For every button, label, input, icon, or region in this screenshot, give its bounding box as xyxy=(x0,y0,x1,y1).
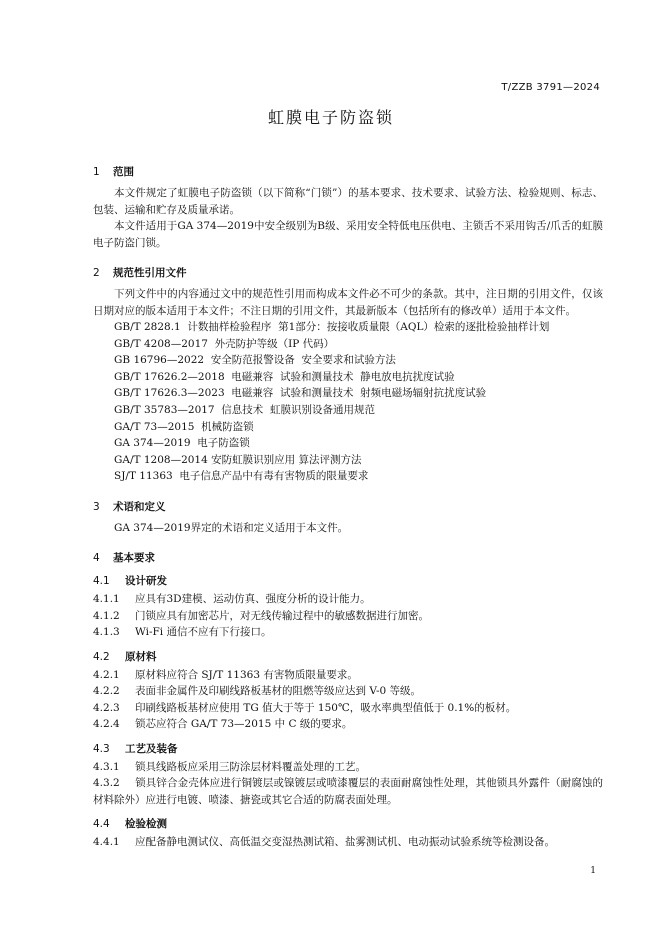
clause-text: Wi-Fi 通信不应有下行接口。 xyxy=(135,626,272,639)
document-number: T/ZZB 3791—2024 xyxy=(501,82,600,93)
clause-item xyxy=(93,591,603,608)
section-title: 规范性引用文件 xyxy=(113,267,187,279)
clause-number: 4.2.3 xyxy=(93,701,120,714)
clause-number: 4.4.1 xyxy=(93,836,120,849)
section-number: 3 xyxy=(93,500,100,513)
document-body xyxy=(93,150,603,851)
clause-text: 锁具锌合金壳体应进行铜镀层或镍镀层或喷漆覆层的表面耐腐蚀性处理，其他锁具外露件（耐腐蚀的材料除外）应进行电镀、喷漆、搪瓷或其它合适的防腐表面处理。 xyxy=(93,777,603,806)
clause-item xyxy=(93,667,603,684)
reference-item: GB/T 17626.3—2023 电磁兼容 试验和测量技术 射频电磁场辐射抗扰度试验 xyxy=(114,387,487,400)
subsection-heading-process xyxy=(93,741,603,756)
clause-text: 门锁应具有加密芯片，对无线传输过程中的敏感数据进行加密。 xyxy=(135,609,429,622)
section-heading-normative-references xyxy=(93,265,603,280)
section-number: 4 xyxy=(93,552,100,565)
clause-number: 4.3.2 xyxy=(93,777,120,790)
reference-item: GA/T 73—2015 机械防盗锁 xyxy=(114,420,254,433)
reference-item: GB/T 17626.2—2018 电磁兼容 试验和测量技术 静电放电抗扰度试验 xyxy=(114,370,455,383)
clause-item xyxy=(93,700,603,717)
reference-item: GB/T 35783—2017 信息技术 虹膜识别设备通用规范 xyxy=(114,403,375,416)
subsection-title: 设计研发 xyxy=(125,575,167,588)
clause-text: 锁芯应符合 GA/T 73—2015 中 C 级的要求。 xyxy=(135,718,353,731)
document-title: 虹膜电子防盗锁 xyxy=(267,108,394,127)
clause-text: 应配备静电测试仪、高低温交变湿热测试箱、盐雾测试机、电动振动试验系统等检测设备。 xyxy=(135,836,555,849)
clause-number: 4.1.3 xyxy=(93,626,120,639)
subsection-title: 检验检测 xyxy=(125,818,167,831)
subsection-number: 4.3 xyxy=(93,742,110,755)
clause-text: 印刷线路板基材应使用 TG 值大于等于 150℃，吸水率典型值低于 0.1%的板材。 xyxy=(135,701,517,714)
clause-number: 4.3.1 xyxy=(93,760,120,773)
reference-item: GB/T 4208—2017 外壳防护等级（IP 代码） xyxy=(114,337,335,350)
subsection-heading-design xyxy=(93,573,603,588)
paragraph: 下列文件中的内容通过文中的规范性引用而构成本文件必不可少的条款。其中，注日期的引用文件，仅该日期对应的版本适用于本文件；不注日期的引用文件，其最新版本（包括所有的修改单）适用于本文件。 xyxy=(93,288,603,317)
paragraph: 本文件适用于GA 374—2019中安全级别为B级、采用安全特低电压供电、主锁舌不采用钩舌/爪舌的虹膜电子防盗门锁。 xyxy=(93,220,603,249)
reference-item: SJ/T 11363 电子信息产品中有毒有害物质的限量要求 xyxy=(114,470,369,483)
subsection-number: 4.4 xyxy=(93,818,110,831)
section-title: 基本要求 xyxy=(113,552,155,565)
section-title: 范围 xyxy=(113,166,134,178)
clause-item xyxy=(93,608,603,625)
section-number: 2 xyxy=(93,267,100,279)
clause-number: 4.2.1 xyxy=(93,668,120,681)
subsection-number: 4.1 xyxy=(93,575,110,588)
section-title: 术语和定义 xyxy=(113,500,166,513)
section-number: 1 xyxy=(93,166,100,178)
clause-number: 4.1.1 xyxy=(93,593,120,606)
clause-item xyxy=(93,683,603,700)
reference-list xyxy=(93,319,603,485)
paragraph: GA 374—2019界定的术语和定义适用于本文件。 xyxy=(114,521,349,534)
paragraph: 本文件规定了虹膜电子防盗锁（以下简称“门锁”）的基本要求、技术要求、试验方法、检验规则、标志、包装、运输和贮存及质量承诺。 xyxy=(93,187,603,216)
clause-text: 原材料应符合 SJ/T 11363 有害物质限量要求。 xyxy=(135,668,358,681)
clause-number: 4.1.2 xyxy=(93,609,120,622)
clause-text: 应具有3D建模、运动仿真、强度分析的设计能力。 xyxy=(135,593,371,606)
page-number: 1 xyxy=(590,866,596,876)
clause-text: 锁具线路板应采用三防涂层材料覆盖处理的工艺。 xyxy=(135,760,366,773)
section-heading-scope xyxy=(93,164,603,179)
reference-item: GA 374—2019 电子防盗锁 xyxy=(114,437,250,450)
reference-item: GB/T 2828.1 计数抽样检验程序 第1部分：按接收质量限（AQL）检索的逐批检验抽样计划 xyxy=(114,321,550,333)
subsection-title: 工艺及装备 xyxy=(125,742,178,755)
subsection-heading-materials xyxy=(93,649,603,664)
section-heading-terms xyxy=(93,499,603,514)
clause-number: 4.2.2 xyxy=(93,685,120,698)
subsection-heading-inspection xyxy=(93,816,603,831)
subsection-title: 原材料 xyxy=(125,650,157,663)
reference-item: GB 16796—2022 安全防范报警设备 安全要求和试验方法 xyxy=(114,354,396,367)
clause-item xyxy=(93,716,603,733)
reference-item: GA/T 1208—2014 安防虹膜识别应用 算法评测方法 xyxy=(114,453,362,466)
clause-item xyxy=(93,775,603,808)
clause-text: 表面非金属件及印刷线路板基材的阻燃等级应达到 V-0 等级。 xyxy=(135,685,422,698)
subsection-number: 4.2 xyxy=(93,650,110,663)
clause-item xyxy=(93,759,603,776)
clause-item xyxy=(93,834,603,851)
clause-number: 4.2.4 xyxy=(93,718,120,731)
clause-item xyxy=(93,624,603,641)
section-heading-basic-requirements xyxy=(93,550,603,565)
